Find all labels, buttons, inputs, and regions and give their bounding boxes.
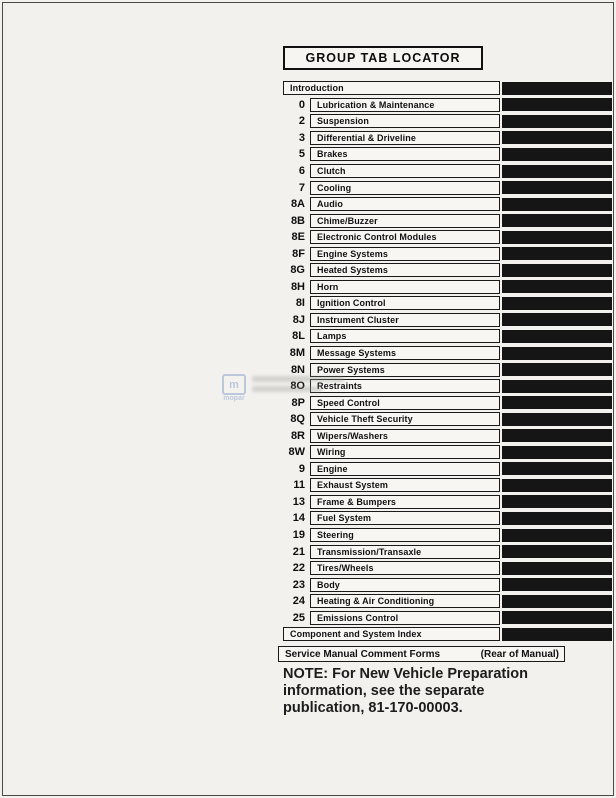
group-label-box bbox=[310, 98, 500, 112]
group-tab-bar bbox=[502, 330, 612, 343]
group-tab-bar bbox=[502, 115, 612, 128]
group-tab-bar bbox=[502, 98, 612, 111]
group-number: 11 bbox=[293, 479, 305, 492]
group-label-box bbox=[310, 363, 500, 377]
group-label-box bbox=[310, 462, 500, 476]
group-number: 8Q bbox=[290, 413, 305, 426]
group-row bbox=[283, 527, 613, 544]
group-row bbox=[283, 378, 613, 395]
group-tab-bar bbox=[502, 214, 612, 227]
group-number: 19 bbox=[292, 529, 305, 542]
group-number: 8O bbox=[290, 380, 305, 393]
group-label-box bbox=[310, 114, 500, 128]
group-number: 8R bbox=[290, 429, 305, 442]
group-number: 24 bbox=[292, 595, 305, 608]
group-label-box bbox=[310, 429, 500, 443]
group-label-box bbox=[310, 131, 500, 145]
group-tab-bar bbox=[502, 462, 612, 475]
group-number: 9 bbox=[298, 462, 305, 475]
group-number: 8F bbox=[292, 247, 305, 260]
group-number: 13 bbox=[292, 495, 305, 508]
group-label-box bbox=[310, 478, 500, 492]
group-label: Lamps bbox=[317, 331, 347, 342]
group-label-box bbox=[283, 81, 500, 95]
group-label-box bbox=[310, 346, 500, 360]
group-label: Power Systems bbox=[317, 364, 385, 375]
group-label: Engine bbox=[317, 463, 348, 474]
group-label: Chime/Buzzer bbox=[317, 215, 378, 226]
group-label-box bbox=[310, 445, 500, 459]
note-line-1: NOTE: For New Vehicle Preparation bbox=[283, 666, 528, 682]
group-row bbox=[283, 560, 613, 577]
group-tab-bar bbox=[502, 264, 612, 277]
group-label-box bbox=[310, 230, 500, 244]
group-label: Horn bbox=[317, 281, 339, 292]
group-label: Fuel System bbox=[317, 513, 372, 524]
group-number: 8G bbox=[290, 264, 305, 277]
group-tab-bar bbox=[502, 297, 612, 310]
group-row bbox=[283, 461, 613, 478]
group-label: Tires/Wheels bbox=[317, 563, 374, 574]
group-label: Message Systems bbox=[317, 348, 397, 359]
group-number: 3 bbox=[298, 131, 305, 144]
group-label: Differential & Driveline bbox=[317, 132, 416, 143]
group-row bbox=[283, 411, 613, 428]
group-row bbox=[283, 361, 613, 378]
group-number: 8P bbox=[291, 396, 305, 409]
group-tab-bar bbox=[502, 446, 612, 459]
group-tab-bar bbox=[502, 363, 612, 376]
group-label: Wipers/Washers bbox=[317, 430, 389, 441]
group-row bbox=[283, 477, 613, 494]
group-number: 8L bbox=[292, 330, 305, 343]
group-row bbox=[283, 328, 613, 345]
group-label-box bbox=[310, 214, 500, 228]
group-label: Suspension bbox=[317, 116, 370, 127]
group-label: Electronic Control Modules bbox=[317, 232, 437, 243]
group-label-box bbox=[283, 627, 500, 641]
comment-forms-row bbox=[278, 646, 565, 662]
group-label: Cooling bbox=[317, 182, 352, 193]
page-title: GROUP TAB LOCATOR bbox=[305, 51, 461, 65]
group-tab-bar bbox=[502, 313, 612, 326]
group-tab-bar bbox=[502, 231, 612, 244]
group-label-box bbox=[310, 247, 500, 261]
group-tab-bar bbox=[502, 198, 612, 211]
group-row bbox=[283, 196, 613, 213]
group-tab-bar bbox=[502, 347, 612, 360]
group-tab-bar bbox=[502, 578, 612, 591]
group-tab-bar bbox=[502, 512, 612, 525]
group-number: 8E bbox=[291, 231, 305, 244]
note-line-3: publication, 81-170-00003. bbox=[283, 700, 463, 716]
group-row bbox=[283, 229, 613, 246]
group-row bbox=[283, 262, 613, 279]
page-title-box bbox=[283, 46, 483, 70]
group-label: Heated Systems bbox=[317, 265, 388, 276]
group-row bbox=[283, 394, 613, 411]
group-label-box bbox=[310, 578, 500, 592]
group-row bbox=[283, 312, 613, 329]
group-number: 2 bbox=[298, 115, 305, 128]
group-number: 5 bbox=[298, 148, 305, 161]
group-label: Engine Systems bbox=[317, 248, 388, 259]
group-label: Lubrication & Maintenance bbox=[317, 99, 435, 110]
group-label: Ignition Control bbox=[317, 298, 386, 309]
group-number: 23 bbox=[292, 578, 305, 591]
note-line-2: information, see the separate bbox=[283, 683, 485, 699]
group-row bbox=[283, 295, 613, 312]
group-label: Speed Control bbox=[317, 397, 380, 408]
group-row bbox=[283, 212, 613, 229]
group-tab-bar bbox=[502, 148, 612, 161]
group-label: Wiring bbox=[317, 447, 346, 458]
group-row bbox=[283, 593, 613, 610]
group-number: 7 bbox=[298, 181, 305, 194]
group-label-box bbox=[310, 511, 500, 525]
group-label-box bbox=[310, 147, 500, 161]
group-number: 8A bbox=[290, 198, 305, 211]
group-label: Clutch bbox=[317, 166, 346, 176]
group-tab-bar bbox=[502, 380, 612, 393]
group-label: Audio bbox=[317, 199, 343, 210]
group-tab-bar bbox=[502, 545, 612, 558]
group-tab-bar bbox=[502, 181, 612, 194]
group-number: 0 bbox=[298, 98, 305, 111]
group-tab-bar bbox=[502, 165, 612, 178]
group-row bbox=[283, 146, 613, 163]
group-row bbox=[283, 345, 613, 362]
group-label-box bbox=[310, 545, 500, 559]
group-tab-bar bbox=[502, 611, 612, 624]
group-tab-bar bbox=[502, 82, 612, 95]
group-tab-bar bbox=[502, 495, 612, 508]
group-label-box bbox=[310, 495, 500, 509]
group-label-box bbox=[310, 594, 500, 608]
group-row bbox=[283, 245, 613, 262]
group-label-box bbox=[310, 561, 500, 575]
group-tab-bar bbox=[502, 131, 612, 144]
group-label-box bbox=[310, 396, 500, 410]
group-tab-bar bbox=[502, 595, 612, 608]
group-label-box bbox=[310, 379, 500, 393]
group-row bbox=[283, 130, 613, 147]
group-label: Introduction bbox=[290, 83, 344, 94]
group-number: 14 bbox=[292, 512, 305, 525]
group-row bbox=[283, 494, 613, 511]
group-tab-bar bbox=[502, 429, 612, 442]
group-number: 8N bbox=[290, 363, 305, 376]
group-row bbox=[283, 80, 613, 97]
group-label-box bbox=[310, 197, 500, 211]
group-label: Transmission/Transaxle bbox=[317, 546, 422, 557]
group-row bbox=[283, 427, 613, 444]
group-label-box bbox=[310, 611, 500, 625]
group-label-box bbox=[310, 313, 500, 327]
group-row bbox=[283, 113, 613, 130]
group-row bbox=[283, 163, 613, 180]
group-label-box bbox=[310, 296, 500, 310]
group-label: Body bbox=[317, 579, 340, 590]
group-label: Brakes bbox=[317, 149, 348, 160]
group-number: 8W bbox=[288, 446, 305, 459]
group-tab-bar bbox=[502, 280, 612, 293]
group-label: Component and System Index bbox=[290, 629, 422, 640]
group-label: Emissions Control bbox=[317, 612, 399, 623]
group-row bbox=[283, 626, 613, 643]
group-tab-bar bbox=[502, 479, 612, 492]
group-tab-bar bbox=[502, 562, 612, 575]
group-label: Steering bbox=[317, 530, 354, 541]
group-label: Vehicle Theft Security bbox=[317, 414, 413, 425]
group-row bbox=[283, 543, 613, 560]
group-tab-bar bbox=[502, 247, 612, 260]
group-row bbox=[283, 179, 613, 196]
group-label-box bbox=[310, 329, 500, 343]
group-tab-bar bbox=[502, 396, 612, 409]
group-number: 21 bbox=[292, 545, 305, 558]
comment-forms-label: Service Manual Comment Forms bbox=[285, 648, 441, 660]
note-text bbox=[283, 666, 583, 717]
group-label-box bbox=[310, 263, 500, 277]
group-number: 8B bbox=[290, 214, 305, 227]
group-tab-bar bbox=[502, 413, 612, 426]
group-label-box bbox=[310, 181, 500, 195]
group-row bbox=[283, 97, 613, 114]
group-label-box bbox=[310, 164, 500, 178]
group-tab-bar bbox=[502, 529, 612, 542]
group-label-box bbox=[310, 280, 500, 294]
group-label: Frame & Bumpers bbox=[317, 496, 397, 507]
group-label: Instrument Cluster bbox=[317, 314, 399, 325]
group-row bbox=[283, 444, 613, 461]
group-label: Heating & Air Conditioning bbox=[317, 596, 435, 607]
group-number: 22 bbox=[292, 562, 305, 575]
comment-forms-location: (Rear of Manual) bbox=[480, 648, 559, 660]
group-label-box bbox=[310, 412, 500, 426]
group-number: 8J bbox=[292, 313, 305, 326]
group-tab-bar bbox=[502, 628, 612, 641]
group-row bbox=[283, 279, 613, 296]
group-number: 8H bbox=[290, 280, 305, 293]
group-label: Restraints bbox=[317, 381, 363, 392]
group-row bbox=[283, 510, 613, 527]
group-row bbox=[283, 610, 613, 627]
group-label-box bbox=[310, 528, 500, 542]
group-label: Exhaust System bbox=[317, 480, 388, 491]
group-number: 8M bbox=[289, 347, 305, 360]
group-row bbox=[283, 576, 613, 593]
group-rows bbox=[283, 80, 613, 643]
group-number: 25 bbox=[292, 611, 305, 624]
mopar-logo-icon: m mopar bbox=[222, 374, 246, 402]
group-number: 6 bbox=[298, 165, 305, 177]
group-number: 8I bbox=[295, 297, 305, 310]
